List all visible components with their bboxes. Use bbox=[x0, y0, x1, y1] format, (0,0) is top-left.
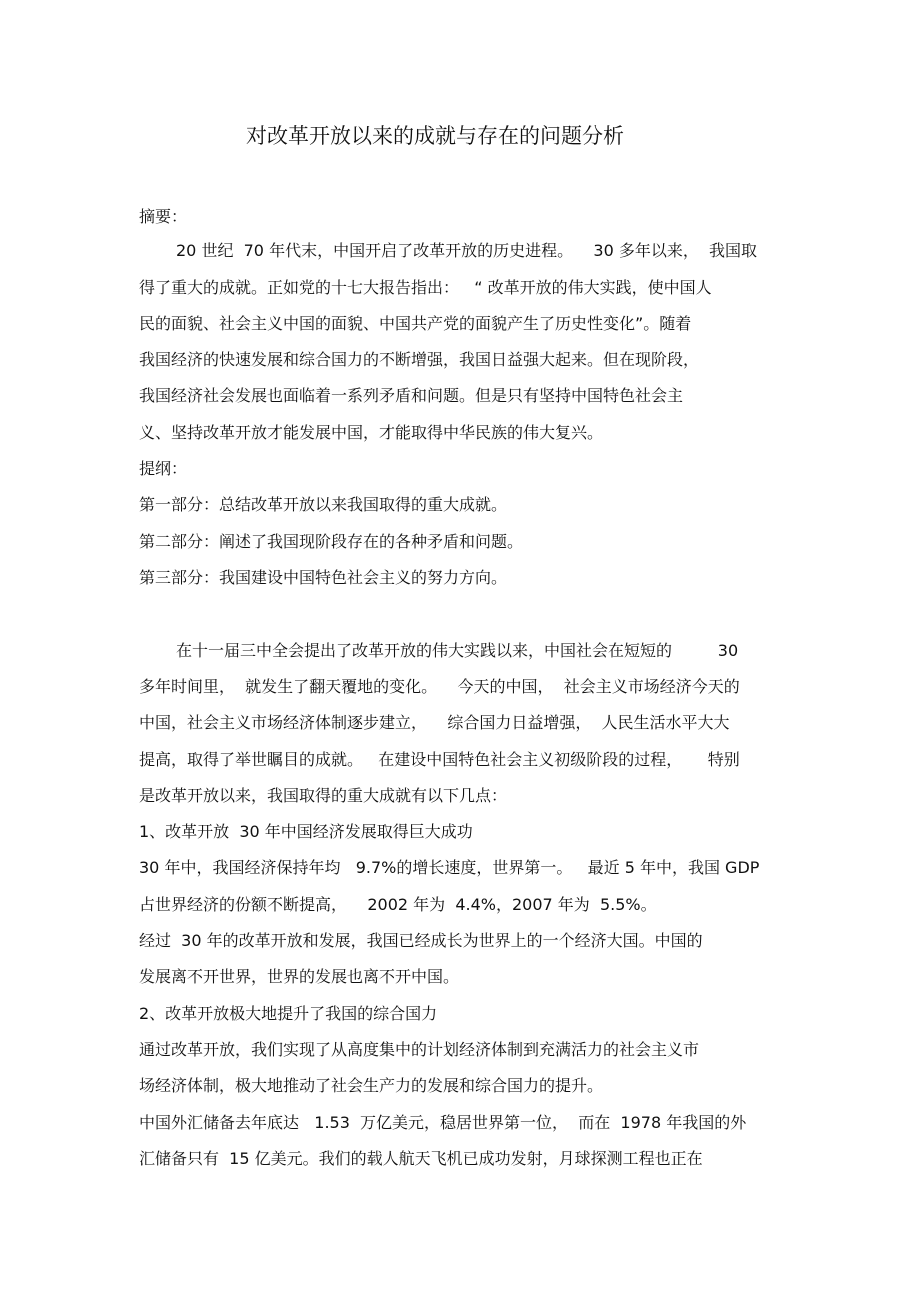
outline-item: 第三部分：我国建设中国特色社会主义的努力方向。 bbox=[139, 568, 508, 587]
abstract-line: 得了重大的成就。正如党的十七大报告指出： “ 改革开放的伟大实践，使中国人 bbox=[139, 278, 712, 297]
section-2-heading: 2、改革开放极大地提升了我国的综合国力 bbox=[139, 1004, 438, 1023]
abstract-line: 我国经济的快速发展和综合国力的不断增强，我国日益强大起来。但在现阶段， bbox=[139, 350, 700, 369]
intro-line: 是改革开放以来，我国取得的重大成就有以下几点： bbox=[139, 786, 508, 805]
intro-line: 提高，取得了举世瞩目的成就。 在建设中国特色社会主义初级阶段的过程， 特别 bbox=[139, 750, 740, 769]
section-2-line: 通过改革开放，我们实现了从高度集中的计划经济体制到充满活力的社会主义市 bbox=[139, 1040, 700, 1059]
document-title: 对改革开放以来的成就与存在的问题分析 bbox=[246, 124, 624, 148]
abstract-line: 我国经济社会发展也面临着一系列矛盾和问题。但是只有坚持中国特色社会主 bbox=[139, 386, 684, 405]
section-2-line: 中国外汇储备去年底达 1.53 万亿美元，稳居世界第一位， 而在 1978 年我国的外 bbox=[139, 1113, 747, 1132]
outline-heading: 提纲： bbox=[139, 459, 188, 478]
abstract-line: 民的面貌、社会主义中国的面貌、中国共产党的面貌产生了历史性变化”。随着 bbox=[139, 314, 692, 333]
section-1-line: 经过 30 年的改革开放和发展，我国已经成长为世界上的一个经济大国。中国的 bbox=[139, 931, 703, 950]
section-1-line: 占世界经济的份额不断提高， 2002 年为 4.4%，2007 年为 5.5%。 bbox=[139, 895, 657, 914]
section-2-line: 场经济体制，极大地推动了社会生产力的发展和综合国力的提升。 bbox=[139, 1076, 604, 1095]
section-1-line: 发展离不开世界，世界的发展也离不开中国。 bbox=[139, 967, 460, 986]
outline-item: 第二部分：阐述了我国现阶段存在的各种矛盾和问题。 bbox=[139, 532, 524, 551]
abstract-heading: 摘要： bbox=[139, 207, 188, 226]
intro-line: 多年时间里， 就发生了翻天覆地的变化。 今天的中国， 社会主义市场经济今天的 bbox=[139, 677, 740, 696]
outline-item: 第一部分：总结改革开放以来我国取得的重大成就。 bbox=[139, 495, 508, 514]
abstract-line: 20 世纪 70 年代末，中国开启了改革开放的历史进程。 30 多年以来， 我国取 bbox=[176, 241, 758, 260]
intro-line: 在十一届三中全会提出了改革开放的伟大实践以来，中国社会在短短的 30 bbox=[176, 641, 739, 660]
section-1-line: 30 年中，我国经济保持年均 9.7%的增长速度，世界第一。 最近 5 年中，我国 GDP bbox=[139, 858, 760, 877]
section-2-line: 汇储备只有 15 亿美元。我们的载人航天飞机已成功发射，月球探测工程也正在 bbox=[139, 1149, 703, 1168]
section-1-heading: 1、改革开放 30 年中国经济发展取得巨大成功 bbox=[139, 822, 473, 841]
abstract-line: 义、坚持改革开放才能发展中国，才能取得中华民族的伟大复兴。 bbox=[139, 423, 604, 442]
intro-line: 中国，社会主义市场经济体制逐步建立， 综合国力日益增强， 人民生活水平大大 bbox=[139, 713, 730, 732]
